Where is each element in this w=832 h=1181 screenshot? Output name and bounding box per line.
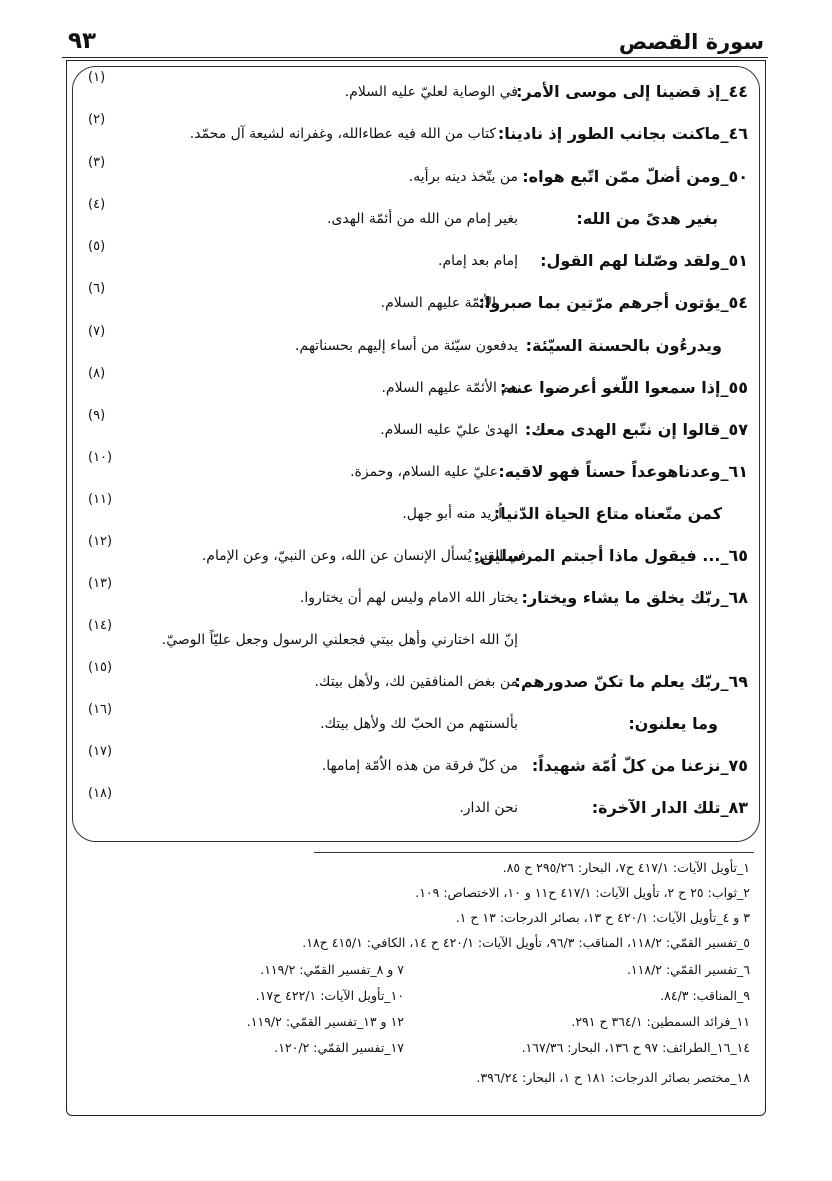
row-number: (١٢)	[88, 534, 113, 549]
list-item	[72, 155, 758, 193]
verse-text: ٤٤_إذ قضينا إلى موسى الأمر:	[515, 82, 748, 101]
explanation-text: بغير إمام من الله من أئمّة الهدى.	[327, 211, 518, 227]
row-number: (٢)	[88, 112, 106, 127]
row-number: (٤)	[88, 197, 106, 212]
explanation-text: من كلّ فرقة من هذه الاُمّة إمامها.	[321, 758, 518, 774]
explanation-text: هم الأئمّة عليهم السلام.	[381, 380, 518, 396]
footnote-rule	[314, 852, 754, 853]
row-number: (٦)	[88, 281, 106, 296]
list-item	[72, 618, 758, 656]
footnote: ٩_المناقب: ٨٤/٣.	[660, 988, 750, 1003]
footnote: ١٧_تفسير القمّي: ١٢٠/٢.	[274, 1040, 404, 1055]
list-item	[72, 660, 758, 698]
explanation-text: بألسنتهم من الحبّ لك ولأهل بيتك.	[320, 716, 518, 732]
footnote: ٢_ثواب: ٢٥ ح ٢، تأويل الآيات: ٤١٧/١ ح١١ و ١٠، الاختصاص: ١٠٩.	[415, 885, 750, 900]
verse-text: ٥٠_ومن أضلّ ممّن اتّبع هواه:	[522, 167, 748, 186]
verse-text: بغير هدىً من الله:	[576, 209, 718, 228]
list-item	[72, 576, 758, 614]
row-number: (١٧)	[88, 744, 113, 759]
page-header	[62, 24, 768, 58]
row-number: (١٥)	[88, 660, 113, 675]
footnote: ٦_تفسير القمّي: ١١٨/٢.	[626, 962, 750, 977]
explanation-text: من بغض المنافقين لك، ولأهل بيتك.	[314, 674, 518, 690]
surah-title: سورة القصص	[618, 30, 764, 54]
list-item	[72, 786, 758, 824]
verse-text: ٥١_ولقد وصّلنا لهم القول:	[540, 251, 748, 270]
verse-text: ٦٥_... فيقول ماذا أجبتم المرسلين:	[473, 546, 748, 565]
verse-text: ٦١_وعدناهوعداً حسناً فهو لاقيه:	[498, 462, 748, 481]
row-number: (١٤)	[88, 618, 113, 633]
verse-text: ٨٣_تلك الدار الآخرة:	[591, 798, 748, 817]
header-rule	[62, 57, 768, 58]
footnote: ٥_تفسير القمّي: ١١٨/٢، المناقب: ٩٦/٣، تأويل الآيات: ٤٢٠/١ ح ١٤، الكافي: ٤١٥/١ ح١٨.	[302, 935, 750, 950]
verse-text: ٥٥_إذا سمعوا اللّغو أعرضوا عنه:	[500, 378, 748, 397]
list-item	[72, 702, 758, 740]
explanation-text: إمام بعد إمام.	[438, 253, 518, 269]
explanation-text: الهدىٰ عليّ عليه السلام.	[380, 422, 518, 438]
list-item	[72, 281, 758, 319]
footnote: ١٨_مختصر بصائر الدرجات: ١٨١ ح ١، البحار: ٣٩٦/٢٤.	[476, 1070, 750, 1085]
verse-text: ٧٥_نزعنا من كلّ اُمّة شهيداً:	[531, 756, 748, 775]
row-number: (٥)	[88, 239, 106, 254]
list-item	[72, 534, 758, 572]
verse-text: وما يعلنون:	[628, 714, 718, 733]
explanation-text: نحن الدار.	[459, 800, 518, 816]
footnote: ٣ و ٤_تأويل الآيات: ٤٢٠/١ ح ١٣، بصائر الدرجات: ١٣ ح ١.	[455, 910, 750, 925]
list-item	[72, 450, 758, 488]
explanation-text: اُريد منه أبو جهل.	[402, 506, 502, 522]
explanation-text: من يتّخذ دينه برأيه.	[408, 169, 518, 185]
explanation-text: يختار الله الامام وليس لهم أن يختاروا.	[299, 590, 518, 606]
footnote: ١٠_تأويل الآيات: ٤٢٢/١ ح١٧.	[255, 988, 404, 1003]
explanation-text: إنّ الله اختارني وأهل بيتي فجعلني الرسول وجعل عليّاً الوصيّ.	[161, 632, 518, 648]
list-item	[72, 112, 758, 150]
list-item	[72, 492, 758, 530]
page-number: ٩٣	[68, 28, 97, 54]
row-number: (٨)	[88, 366, 106, 381]
list-item	[72, 408, 758, 446]
explanation-text: كتاب من الله فيه عطاءالله، وغفرانه لشيعة آل محمّد.	[189, 126, 496, 142]
verse-text: ٦٩_ربّك يعلم ما تكنّ صدورهم:	[514, 672, 748, 691]
list-item	[72, 324, 758, 362]
explanation-text: يدفعون سيّئة من أساء إليهم بحسناتهم.	[295, 338, 518, 354]
verse-text: ٥٧_قالوا إن نتّبع الهدى معك:	[524, 420, 748, 439]
row-number: (١٨)	[88, 786, 113, 801]
explanation-text: في القبر يُسأل الإنسان عن الله، وعن النبيّ، وعن الإمام.	[201, 548, 526, 564]
verse-text: ويدرءُون بالحسنة السيّئة:	[525, 336, 722, 355]
row-number: (٣)	[88, 155, 106, 170]
explanation-text: في الوصاية لعليّ عليه السلام.	[344, 84, 518, 100]
explanation-text: عليّ عليه السلام، وحمزة.	[350, 464, 498, 480]
verse-text: كمن متّعناه متاع الحياة الدّنيا:	[493, 504, 722, 523]
footnote: ١٢ و ١٣_تفسير القمّي: ١١٩/٢.	[246, 1014, 404, 1029]
verse-text: ٤٦_ماكنت بجانب الطور إذ نادينا:	[497, 124, 748, 143]
footnote: ١١_فرائد السمطين: ٣٦٤/١ ح ٢٩١.	[571, 1014, 750, 1029]
row-number: (٩)	[88, 408, 106, 423]
row-number: (١٣)	[88, 576, 113, 591]
footnote: ٧ و ٨_تفسير القمّي: ١١٩/٢.	[260, 962, 404, 977]
list-item	[72, 744, 758, 782]
footnote: ١_تأويل الآيات: ٤١٧/١ ح٧، البحار: ٢٩٥/٢٦ ح ٨٥.	[502, 860, 750, 875]
explanation-text: الأئمّة عليهم السلام.	[380, 295, 496, 311]
row-number: (١)	[88, 70, 106, 85]
row-number: (١٠)	[88, 450, 113, 465]
list-item	[72, 70, 758, 108]
row-number: (١٦)	[88, 702, 113, 717]
list-item	[72, 366, 758, 404]
list-item	[72, 197, 758, 235]
verse-text: ٥٤_يؤتون أجرهم مرّتين بما صبروا:	[478, 293, 748, 312]
list-item	[72, 239, 758, 277]
row-number: (٧)	[88, 324, 106, 339]
footnote: ١٤_١٦_الطرائف: ٩٧ ح ١٣٦، البحار: ١٦٧/٣٦.	[521, 1040, 750, 1055]
row-number: (١١)	[88, 492, 113, 507]
verse-text: ٦٨_ربّك يخلق ما يشاء ويختار:	[521, 588, 748, 607]
